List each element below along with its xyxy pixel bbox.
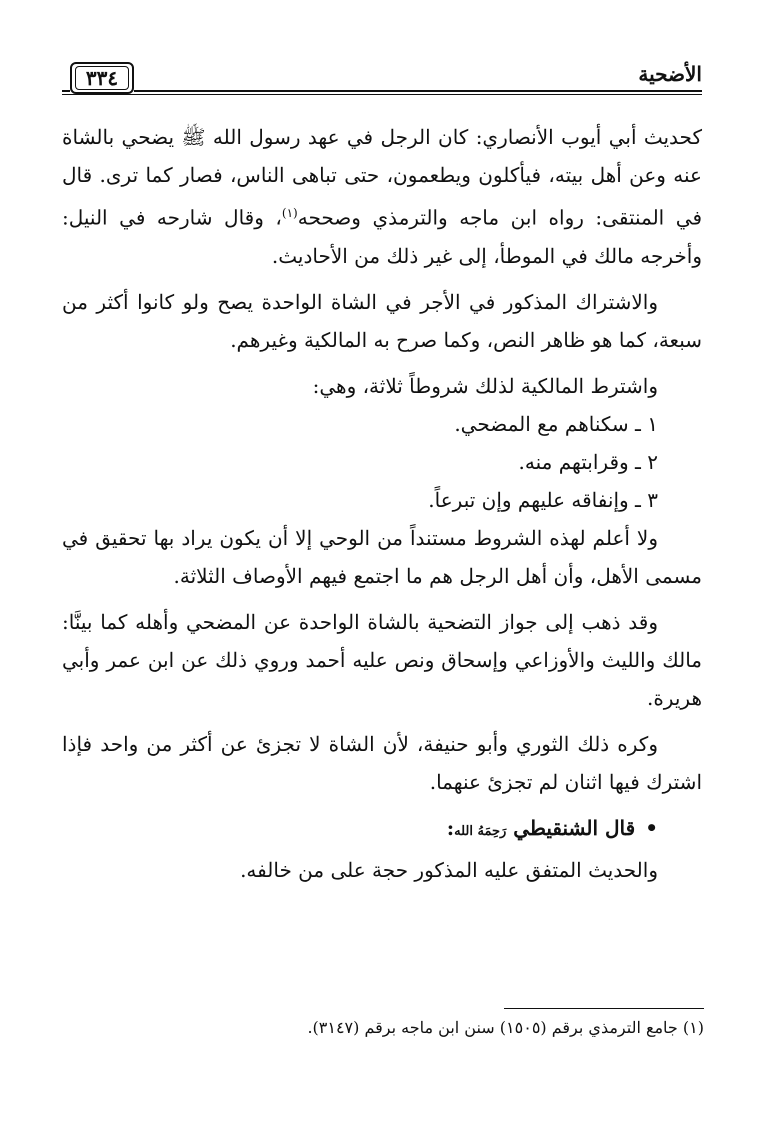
- heading-colon: :: [446, 815, 455, 840]
- paragraph-4: ولا أعلم لهذه الشروط مستنداً من الوحي إلا أن يكون يراد بها تحقيق في مسمى الأهل، وأن أهل الرجل هم ما اجتمع فيهم الأوصاف الثلاثة.: [62, 525, 702, 588]
- page-number-frame: [70, 62, 134, 94]
- paragraph-1-part-a: كحديث أبي أيوب الأنصاري: كان الرجل في عهد رسول الله ﷺ يضحي بالشاة عنه وعن أهل بيته، فيأكلون ويطعمون، حتى تباهى الناس، فصار كما ترى. قال في المنتقى: رواه ابن ماجه والترمذي وصححه: [62, 125, 702, 230]
- paragraph-5: وقد ذهب إلى جواز التضحية بالشاة الواحدة عن المضحي وأهله كما بينَّا: مالك والليث والأوزاعي وإسحاق ونص عليه أحمد وروي ذلك عن ابن عمر وأبي هريرة.: [62, 609, 702, 710]
- page-number: ٣٣٤: [75, 66, 129, 90]
- paragraph-6: وكره ذلك الثوري وأبو حنيفة، لأن الشاة لا تجزئ عن أكثر من واحد فإذا اشترك فيها اثنان لم تجزئ عنهما.: [62, 731, 702, 794]
- list-item-3: ٣ ـ وإنفاقه عليهم وإن تبرعاً.: [428, 487, 658, 512]
- bullet-icon: •: [645, 815, 658, 840]
- paragraph-7: والحديث المتفق عليه المذكور حجة على من خالفه.: [240, 857, 658, 882]
- header-rule: [62, 90, 702, 95]
- section-heading: [62, 809, 658, 851]
- paragraph-1-part-b: ، وقال شارحه في النيل: وأخرجه مالك في الموطأ، إلى غير ذلك من الأحاديث.: [62, 205, 702, 268]
- footnote-reference: (١): [281, 206, 298, 220]
- page-header: [62, 62, 702, 98]
- paragraph-3: واشترط المالكية لذلك شروطاً ثلاثة، وهي:: [312, 373, 658, 398]
- main-text: [62, 118, 702, 889]
- chapter-title: الأضحية: [638, 62, 702, 86]
- paragraph-2: والاشتراك المذكور في الأجر في الشاة الواحدة يصح ولو كانوا أكثر من سبعة، كما هو ظاهر النص، وكما صرح به المالكية وغيرهم.: [62, 289, 702, 352]
- footnote-rule: [504, 1008, 704, 1009]
- list-item-1: ١ ـ سكناهم مع المضحي.: [454, 411, 658, 436]
- list-item-2: ٢ ـ وقرابتهم منه.: [518, 449, 658, 474]
- heading-text: قال الشنقيطي: [513, 815, 636, 840]
- footnote: (١) جامع الترمذي برقم (١٥٠٥) سنن ابن ماجه برقم (٣١٤٧).: [307, 1018, 704, 1037]
- honorific: رَحِمَهُ الله: [454, 823, 507, 839]
- paragraph-1: [62, 118, 702, 275]
